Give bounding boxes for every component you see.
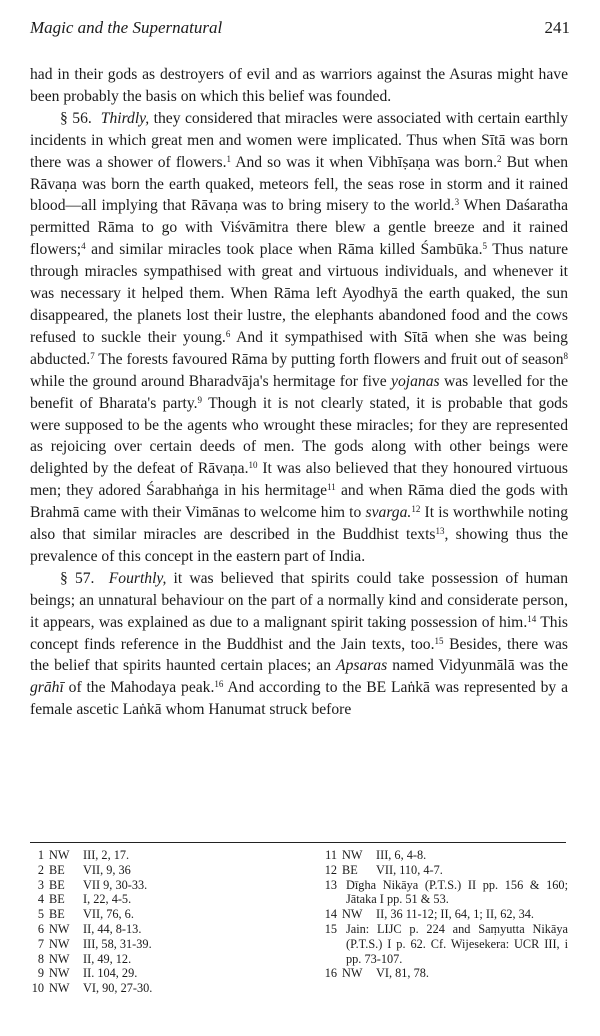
- footnote-source: [337, 922, 346, 966]
- text-run: Besides, there was the belief that spirits haunted certain places; an: [30, 635, 568, 675]
- footnote-number: 8: [37, 951, 44, 966]
- text-run: And so was it when Vibhīṣaṇa was born.: [230, 153, 497, 171]
- footnote-reference: VI, 81, 78.: [376, 966, 429, 981]
- footnote-marker: 5: [482, 241, 487, 252]
- section-56-paragraph: [30, 108, 568, 568]
- footnote: [323, 907, 568, 922]
- footnote-source: NW: [49, 921, 70, 936]
- footnote-number: 14: [324, 907, 337, 922]
- footnote: [30, 907, 300, 922]
- text-run: and similar miracles took place when Rāma killed Śambūka.: [85, 241, 483, 259]
- footnote-reference: Dīgha Nikāya (P.T.S.) II pp. 156 & 160; Jātaka I pp. 51 & 53.: [346, 877, 568, 907]
- footnotes-left-column: [30, 848, 300, 996]
- footnote-number: 1: [37, 848, 44, 862]
- footnote-marker: 15: [434, 635, 444, 646]
- footnote-number: 7: [37, 936, 44, 951]
- footnote-source: NW: [342, 966, 363, 981]
- footnote-marker: 14: [527, 613, 537, 624]
- section-number: § 56.: [60, 109, 92, 127]
- footnote-marker: 7: [90, 350, 95, 361]
- footnote-reference: II, 44, 8-13.: [83, 921, 142, 936]
- footnote-reference: VII 9, 30-33.: [83, 877, 148, 892]
- footnote: [30, 952, 300, 967]
- footnote-marker: 1: [226, 153, 231, 164]
- footnote-reference: III, 2, 17.: [83, 848, 130, 862]
- italic-term: grāhī: [30, 679, 64, 697]
- text-run: And it sympathised with Sītā when she was being abducted.: [30, 328, 568, 368]
- footnote-marker: 11: [327, 482, 336, 493]
- footnote-source: NW: [49, 981, 70, 996]
- footnote-number: 10: [31, 981, 44, 996]
- footnote-reference: II. 104, 29.: [83, 966, 138, 981]
- footnote: [30, 922, 300, 937]
- section-lead-word: Thirdly,: [100, 109, 150, 127]
- footnote: [30, 937, 300, 952]
- footnote-source: BE: [49, 862, 65, 877]
- footnote: [30, 848, 300, 863]
- footnote-number: 5: [37, 907, 44, 922]
- text-run: This concept finds reference in the Buddhist and the Jain texts, too.: [30, 613, 568, 653]
- footnote-number: 11: [325, 848, 337, 862]
- footnote-number: 6: [37, 921, 44, 936]
- footnote-reference: I, 22, 4-5.: [83, 892, 132, 907]
- text-run: was levelled for the benefit of Bharata's party.: [30, 372, 569, 412]
- footnote-marker: 12: [411, 504, 421, 515]
- text-run: named Vidyunmālā was the: [387, 657, 568, 675]
- footnote-reference: II, 36 11-12; II, 64, 1; II, 62, 34.: [376, 907, 535, 922]
- footnote-marker: 6: [225, 328, 231, 339]
- footnote-reference: III, 58, 31-39.: [83, 936, 152, 951]
- footnote-reference: II, 49, 12.: [83, 951, 132, 966]
- footnote-number: 12: [324, 862, 337, 877]
- footnote-marker: 16: [214, 679, 224, 690]
- text-run: And according to the BE Laṅkā was represented by a female ascetic Laṅkā whom Hanumat struck before: [30, 679, 568, 719]
- section-57-paragraph: [30, 568, 568, 721]
- footnote-reference: VI, 90, 27-30.: [83, 981, 153, 996]
- footnote-source: BE: [49, 907, 65, 922]
- footnote-number: 9: [37, 966, 44, 981]
- text-run: it was believed that spirits could take possession of human beings; an unnatural behaviour on the part of a normally kind and considerate person, it appears, was explained as due to a malignant spirit taking possession of him.: [30, 569, 568, 631]
- footnote-reference: Jain: LIJC p. 224 and Saṃyutta Nikāya (P.T.S.) I p. 62. Cf. Wijesekera: UCR III, i pp. 73-107.: [346, 921, 568, 966]
- footnote-source: NW: [49, 848, 70, 862]
- text-run: Though it is not clearly stated, it is probable that gods were supposed to be the agents who wrought these miracles; for they are represented as rejoicing over certain deeds of men. The gods along with other beings were delighted by the defeat of Rāvaṇa.: [30, 394, 568, 478]
- text-run: The forests favoured Rāma by putting forth flowers and fruit out of season: [94, 350, 564, 368]
- footnote-number: 16: [324, 966, 337, 981]
- text-run: , showing thus the prevalence of this concept in the eastern part of India.: [30, 526, 569, 565]
- footnote-source: NW: [49, 951, 70, 966]
- text-run: of the Mahodaya peak.: [63, 679, 215, 697]
- footnote-source: [337, 878, 346, 908]
- text-run: while the ground around Bharadvāja's hermitage for five: [30, 372, 392, 390]
- footnote: [30, 863, 300, 878]
- footnote-marker: 2: [497, 153, 502, 164]
- footnote-source: NW: [342, 848, 363, 862]
- footnotes-right-column: [323, 848, 568, 996]
- body-text: [30, 64, 568, 721]
- footnote: [323, 966, 568, 981]
- italic-term: yojanas: [391, 372, 440, 390]
- footnote-source: NW: [49, 966, 70, 981]
- footnote: [323, 863, 568, 878]
- footnote-marker: 4: [81, 241, 86, 252]
- text-run: Thus nature through miracles sympathised with great and virtuous individuals, and whenever it was necessary it helped them. When Rāma left Ayodhyā the earth quaked, the sun disappeared, the planets lost their lustre, the elephants abandoned food and the cows refused to suckle their young.: [30, 241, 568, 346]
- footnote: [30, 981, 300, 996]
- footnote: [30, 966, 300, 981]
- footnote-marker: 3: [454, 197, 460, 208]
- footnote-reference: VII, 9, 36: [83, 862, 131, 877]
- page-number: 241: [544, 18, 570, 37]
- footnote-source: NW: [49, 936, 70, 951]
- footnote-marker: 8: [563, 350, 568, 361]
- text-run: they considered that miracles were associated with certain earthly incidents in which great men and women were implicated. Thus when Sītā was born there was a shower of flowers.: [30, 109, 568, 171]
- footnote: [323, 878, 568, 908]
- footnote-source: BE: [342, 862, 358, 877]
- section-lead-word: Fourthly,: [108, 569, 167, 587]
- footnote-divider: [30, 842, 566, 843]
- page-header: [30, 18, 570, 44]
- footnote-number: 13: [324, 877, 337, 892]
- italic-term: svarga.: [365, 504, 412, 522]
- footnote-number: 15: [324, 921, 337, 936]
- footnote-marker: 13: [435, 526, 445, 537]
- footnote-source: BE: [49, 892, 65, 907]
- footnote: [323, 922, 568, 966]
- paragraph-continuation: had in their gods as destroyers of evil and as warriors against the Asuras might have been probably the basis on which this belief was founded.: [30, 66, 568, 105]
- running-title: Magic and the Supernatural: [30, 18, 223, 37]
- text-run: and when Rāma died the gods with Brahmā came with their Vimānas to welcome him to: [30, 482, 568, 522]
- italic-term: Apsaras: [336, 657, 388, 675]
- text-run: It was also believed that they honoured virtuous men; they adored Śarabhaṅga in his hermitage: [30, 460, 568, 500]
- footnote-marker: 9: [197, 394, 203, 405]
- footnotes: [30, 848, 568, 996]
- footnote: [30, 878, 300, 893]
- text-run: It is worthwhile noting also that similar miracles are described in the Buddhist texts: [30, 504, 568, 544]
- footnote: [30, 892, 300, 907]
- section-number: § 57.: [60, 569, 95, 587]
- footnote-source: NW: [342, 907, 363, 922]
- footnote: [323, 848, 568, 863]
- footnote-reference: III, 6, 4-8.: [376, 848, 427, 862]
- footnote-reference: VII, 110, 4-7.: [376, 862, 443, 877]
- footnote-number: 2: [37, 862, 44, 877]
- footnote-marker: 10: [248, 460, 258, 471]
- footnote-number: 4: [37, 892, 44, 907]
- footnote-source: BE: [49, 877, 65, 892]
- footnote-number: 3: [37, 877, 44, 892]
- text-run: But when Rāvaṇa was born the earth quaked, meteors fell, the seas rose in storm and it rained blood—all implying that Rāvaṇa was to bring misery to the world.: [30, 153, 568, 215]
- footnote-reference: VII, 76, 6.: [83, 907, 134, 922]
- text-run: When Daśaratha permitted Rāma to go with Viśvāmitra there blew a gentle breeze and it rained flowers;: [30, 197, 568, 259]
